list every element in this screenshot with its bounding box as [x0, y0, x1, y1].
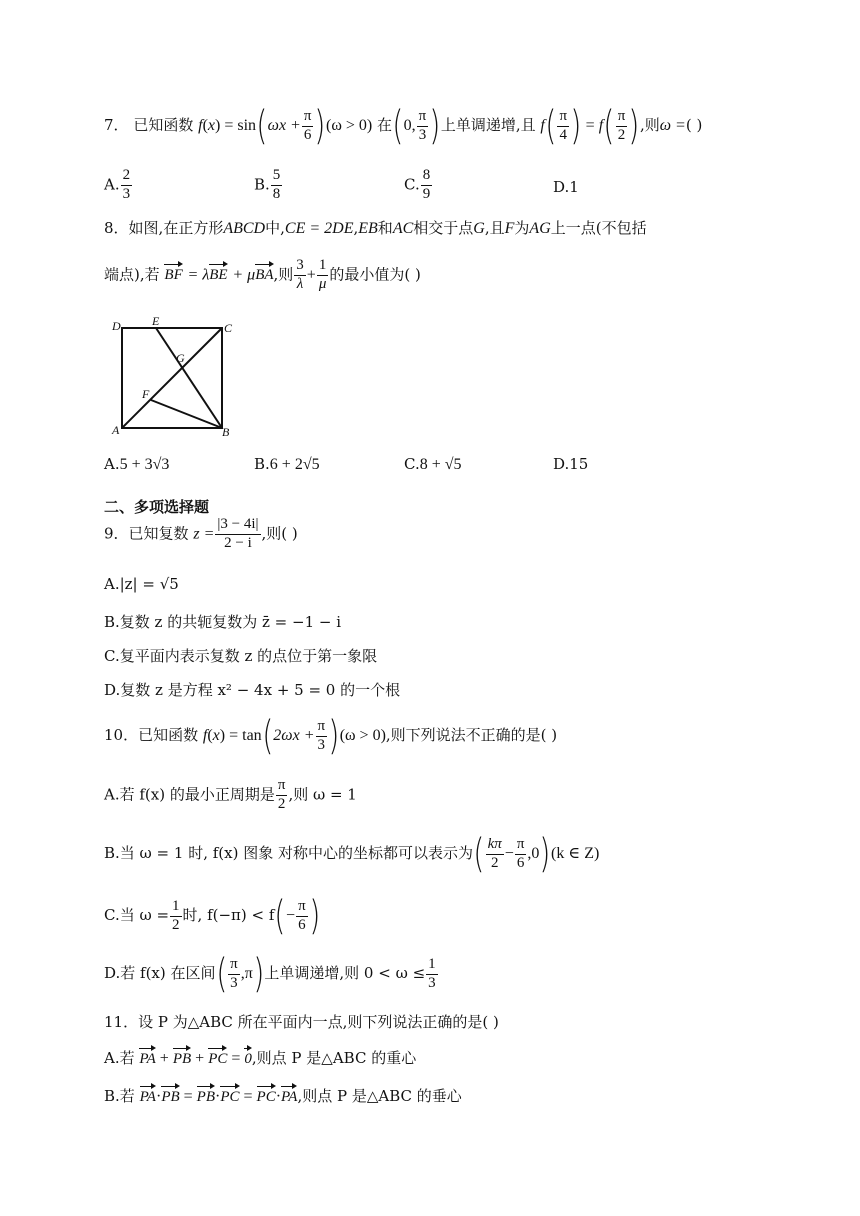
label-e: E: [152, 314, 160, 328]
q10-option-a[interactable]: [104, 778, 357, 813]
question-number: 7．: [104, 116, 129, 134]
option-frac: [515, 837, 527, 872]
frac-num: kπ: [486, 837, 504, 855]
option-text: (k ∈ Z): [551, 845, 600, 862]
paren-left: (: [262, 713, 273, 759]
q8-text: 和: [377, 219, 393, 237]
frac-num: 8: [421, 168, 433, 186]
q8-stem-line2: [104, 258, 421, 293]
q9-tail: ,则( ): [261, 524, 298, 543]
q7-in: 在: [377, 116, 393, 134]
q10-cond: (ω > 0): [339, 727, 386, 744]
q9-frac: [215, 517, 260, 552]
q9-option-b[interactable]: [104, 614, 341, 631]
paren-right: ): [429, 103, 441, 149]
paren-right: ): [308, 893, 320, 939]
option-frac: [121, 168, 133, 203]
q7-f2-frac: [616, 109, 628, 144]
option-text: D.若 f(x) 在区间: [104, 964, 216, 982]
q7-interval-start: 0,: [403, 117, 416, 134]
q7-func: f(x) = sin: [198, 117, 257, 134]
q8-ac: AC: [392, 220, 414, 237]
option-text: B.若: [104, 1087, 135, 1105]
frac-num: π: [557, 109, 569, 127]
frac-den: 3: [418, 126, 427, 143]
q8-square: ABCD: [223, 220, 266, 237]
frac-num: |3 − 4i|: [215, 517, 260, 535]
option-text: ,则点 P 是△ABC 的垂心: [297, 1087, 462, 1105]
q7-tail: ,则: [639, 116, 660, 134]
frac-num: π: [417, 109, 429, 127]
label-a: A: [112, 423, 120, 437]
paren-left: (: [392, 103, 404, 149]
q8-f: F: [504, 220, 515, 237]
question-number: 9．: [104, 524, 129, 543]
frac-den: 3: [428, 974, 436, 991]
frac-den: 2: [490, 854, 499, 871]
q7-text-pre: 已知函数: [133, 116, 194, 134]
q8-frac-2: [317, 258, 329, 293]
option-text: ,则点 P 是△ABC 的重心: [251, 1049, 417, 1067]
frac-den: 2: [277, 795, 286, 812]
option-frac: [276, 778, 288, 813]
q7-f1-frac: [557, 109, 569, 144]
q8-option-a[interactable]: [104, 455, 169, 474]
q8-eb: EB: [358, 220, 378, 237]
section-title: 二、多项选择题: [104, 498, 210, 516]
paren-right: ): [253, 951, 265, 997]
q8-ce: CE = 2DE: [284, 220, 354, 237]
q7-interval-frac: [417, 109, 429, 144]
option-text: 时, f(−π) < f: [182, 906, 275, 924]
option-frac: [296, 899, 308, 934]
option-text: 5 + 3√3: [119, 456, 170, 473]
option-label: B.: [254, 455, 270, 473]
frac-num: π: [276, 778, 288, 796]
q8-ag: AG: [529, 220, 551, 237]
equals: =: [581, 117, 599, 134]
q7-f2: f: [598, 117, 604, 134]
paren-left: (: [473, 831, 485, 877]
vector-ba: BA: [255, 267, 274, 284]
vector-pc: PC: [256, 1089, 276, 1105]
q8-option-c[interactable]: [404, 455, 462, 474]
option-label: A.: [104, 175, 120, 194]
q8-text: ,则: [273, 265, 294, 284]
frac-den: 8: [272, 185, 281, 202]
frac-den: 9: [422, 185, 431, 202]
vector-pb: PB: [172, 1051, 192, 1067]
q7-option-b[interactable]: [254, 168, 283, 203]
q10-tail: ,则下列说法不正确的是( ): [385, 726, 558, 744]
q7-option-a[interactable]: [104, 168, 133, 203]
frac-num: π: [316, 719, 328, 737]
option-frac: [426, 957, 438, 992]
option-frac: [271, 168, 283, 203]
paren-right: ): [570, 103, 582, 149]
frac-den: 6: [303, 126, 312, 143]
q7-arg: ωx +: [267, 117, 301, 134]
frac-num: π: [515, 837, 527, 855]
option-text: B.复数 z 的共轭复数为 z̄ = −1 − i: [104, 613, 342, 631]
q11-text: 设 P 为△ABC 所在平面内一点,则下列说法正确的是( ): [138, 1013, 499, 1031]
vector-pa: PA: [281, 1089, 298, 1105]
q9-text: 已知复数: [128, 524, 189, 543]
option-text: A.|z| = √5: [104, 575, 179, 593]
q7-option-d[interactable]: [553, 178, 579, 196]
q8-text: ,: [353, 219, 359, 237]
frac-num: π: [616, 109, 628, 127]
q7-omega: ω =: [659, 117, 686, 134]
frac-den: 6: [298, 916, 306, 933]
q8-frac-1: [294, 258, 306, 293]
minus-sign: −: [286, 907, 296, 924]
paren-right: ): [314, 103, 326, 149]
q10-text: 已知函数: [138, 726, 199, 744]
option-label: C.: [404, 455, 420, 473]
q7-f1: f: [540, 117, 545, 134]
paren-left: (: [603, 103, 615, 149]
q8-text: 端点),若: [104, 265, 160, 284]
q8-square-figure: [104, 312, 244, 442]
vector-pb: PB: [161, 1089, 180, 1105]
q8-text: 如图,在正方形: [128, 219, 224, 237]
paren-right: ): [328, 713, 340, 759]
paren-left: (: [545, 103, 557, 149]
option-text: 8 + √5: [419, 456, 462, 473]
frac-num: 1: [170, 899, 182, 917]
question-number: 10．: [104, 726, 139, 744]
frac-num: π: [296, 899, 308, 917]
frac-num: 1: [317, 258, 329, 276]
frac-num: 2: [121, 168, 133, 186]
frac-den: 2: [172, 916, 180, 933]
label-c: C: [224, 321, 233, 335]
q11-option-b[interactable]: B.若 PA·PB = PB·PC = PC·PA,则点 P 是△ABC 的垂心: [104, 1087, 462, 1105]
q9-option-c[interactable]: [104, 648, 377, 665]
q8-g: G: [473, 220, 485, 237]
q8-text: 为: [514, 219, 530, 237]
option-text: 15: [569, 455, 589, 473]
q10-stem: [104, 713, 558, 759]
option-text: ,则 ω = 1: [288, 785, 357, 804]
q8-plus: + μ: [232, 266, 256, 284]
vector-bf: BF: [164, 267, 183, 284]
q9-option-a[interactable]: [104, 576, 179, 593]
option-label: D.: [553, 455, 570, 473]
paren-right: ): [539, 831, 551, 877]
option-text: C.当 ω =: [104, 906, 170, 924]
option-text: ,0: [527, 845, 540, 862]
option-frac: [228, 957, 240, 992]
option-frac: [486, 837, 504, 872]
frac-den: μ: [318, 275, 327, 292]
frac-num: π: [302, 109, 314, 127]
line-ac: [122, 328, 222, 428]
paren-right: ): [628, 103, 640, 149]
option-text: 6 + 2√5: [269, 456, 320, 473]
option-label: C.: [404, 175, 420, 194]
frac-den: λ: [296, 275, 304, 292]
q8-option-d[interactable]: [553, 455, 588, 473]
option-text: B.当 ω = 1 时, f(x) 图象 对称中心的坐标都可以表示为: [104, 844, 473, 862]
q9-z: z =: [193, 525, 215, 543]
option-text: A.若 f(x) 的最小正周期是: [104, 785, 275, 804]
q7-cond: (ω > 0): [326, 117, 373, 134]
option-label: B.: [254, 175, 270, 194]
q10-arg-frac: [316, 719, 328, 754]
frac-den: 3: [230, 974, 238, 991]
q7-arg-frac: [302, 109, 314, 144]
q8-text: 中,: [265, 219, 285, 237]
q11-option-a[interactable]: A.若 PA + PB + PC = 0,则点 P 是△ABC 的重心: [104, 1049, 417, 1067]
option-label: A.: [104, 455, 120, 473]
paren-left: (: [215, 951, 227, 997]
frac-den: 2 − i: [224, 534, 252, 551]
q7-stem: [104, 103, 703, 149]
q8-text: ,且: [484, 219, 505, 237]
frac-den: 6: [516, 854, 525, 871]
q8-option-b[interactable]: [254, 455, 320, 474]
frac-den: 2: [617, 126, 626, 143]
question-number: 11．: [104, 1013, 139, 1031]
question-number: 8．: [104, 219, 129, 237]
q8-text: 的最小值为( ): [329, 265, 421, 284]
q8-text: 相交于点: [413, 219, 474, 237]
vector-pb: PB: [196, 1089, 215, 1105]
option-text: 上单调递增,则 0 < ω ≤: [264, 964, 426, 982]
q8-text: 上一点(不包括: [550, 219, 647, 237]
frac-den: 4: [559, 126, 568, 143]
option-frac: [170, 899, 182, 934]
q10-option-c[interactable]: [104, 893, 320, 939]
frac-num: 5: [271, 168, 283, 186]
q7-mid: 上单调递增,且: [440, 116, 536, 134]
frac-num: π: [228, 957, 240, 975]
q8-stem-line1: [104, 220, 647, 238]
line-bf: [151, 400, 222, 428]
option-text: D.复数 z 是方程 x² − 4x + 5 = 0 的一个根: [104, 681, 401, 699]
option-label: D.: [553, 178, 570, 196]
q10-arg: 2ωx +: [273, 727, 315, 744]
frac-num: 1: [426, 957, 438, 975]
vector-pa: PA: [139, 1051, 156, 1067]
frac-den: 3: [317, 736, 326, 753]
option-text: ,π: [240, 965, 253, 982]
option-text: C.复平面内表示复数 z 的点位于第一象限: [104, 647, 378, 665]
q10-func: f(x) = tan: [202, 727, 262, 744]
frac-num: 3: [294, 258, 306, 276]
vector-be: BE: [209, 267, 228, 284]
label-f: F: [142, 387, 150, 401]
zero-vector: 0: [244, 1051, 252, 1067]
paren-left: (: [256, 103, 268, 149]
label-b: B: [222, 425, 230, 439]
label-g: G: [176, 351, 185, 365]
option-text: 1: [569, 178, 579, 196]
q10-option-d[interactable]: [104, 951, 439, 997]
q10-option-b[interactable]: [104, 831, 600, 877]
q7-option-c[interactable]: [404, 168, 433, 203]
q9-stem: [104, 517, 298, 552]
label-d: D: [112, 319, 121, 333]
line-eb: [156, 328, 222, 428]
answer-paren: ( ): [685, 116, 703, 134]
plus-sign: +: [306, 266, 316, 284]
vector-pc: PC: [220, 1089, 240, 1105]
minus-sign: −: [504, 845, 514, 862]
frac-den: 3: [122, 185, 131, 202]
q9-option-d[interactable]: [104, 682, 400, 699]
vector-pc: PC: [208, 1051, 228, 1067]
q11-stem: [104, 1014, 499, 1031]
q8-eq: = λ: [187, 266, 210, 284]
option-text: A.若: [104, 1049, 135, 1067]
paren-left: (: [274, 893, 286, 939]
vector-pa: PA: [139, 1089, 156, 1105]
option-frac: [421, 168, 433, 203]
